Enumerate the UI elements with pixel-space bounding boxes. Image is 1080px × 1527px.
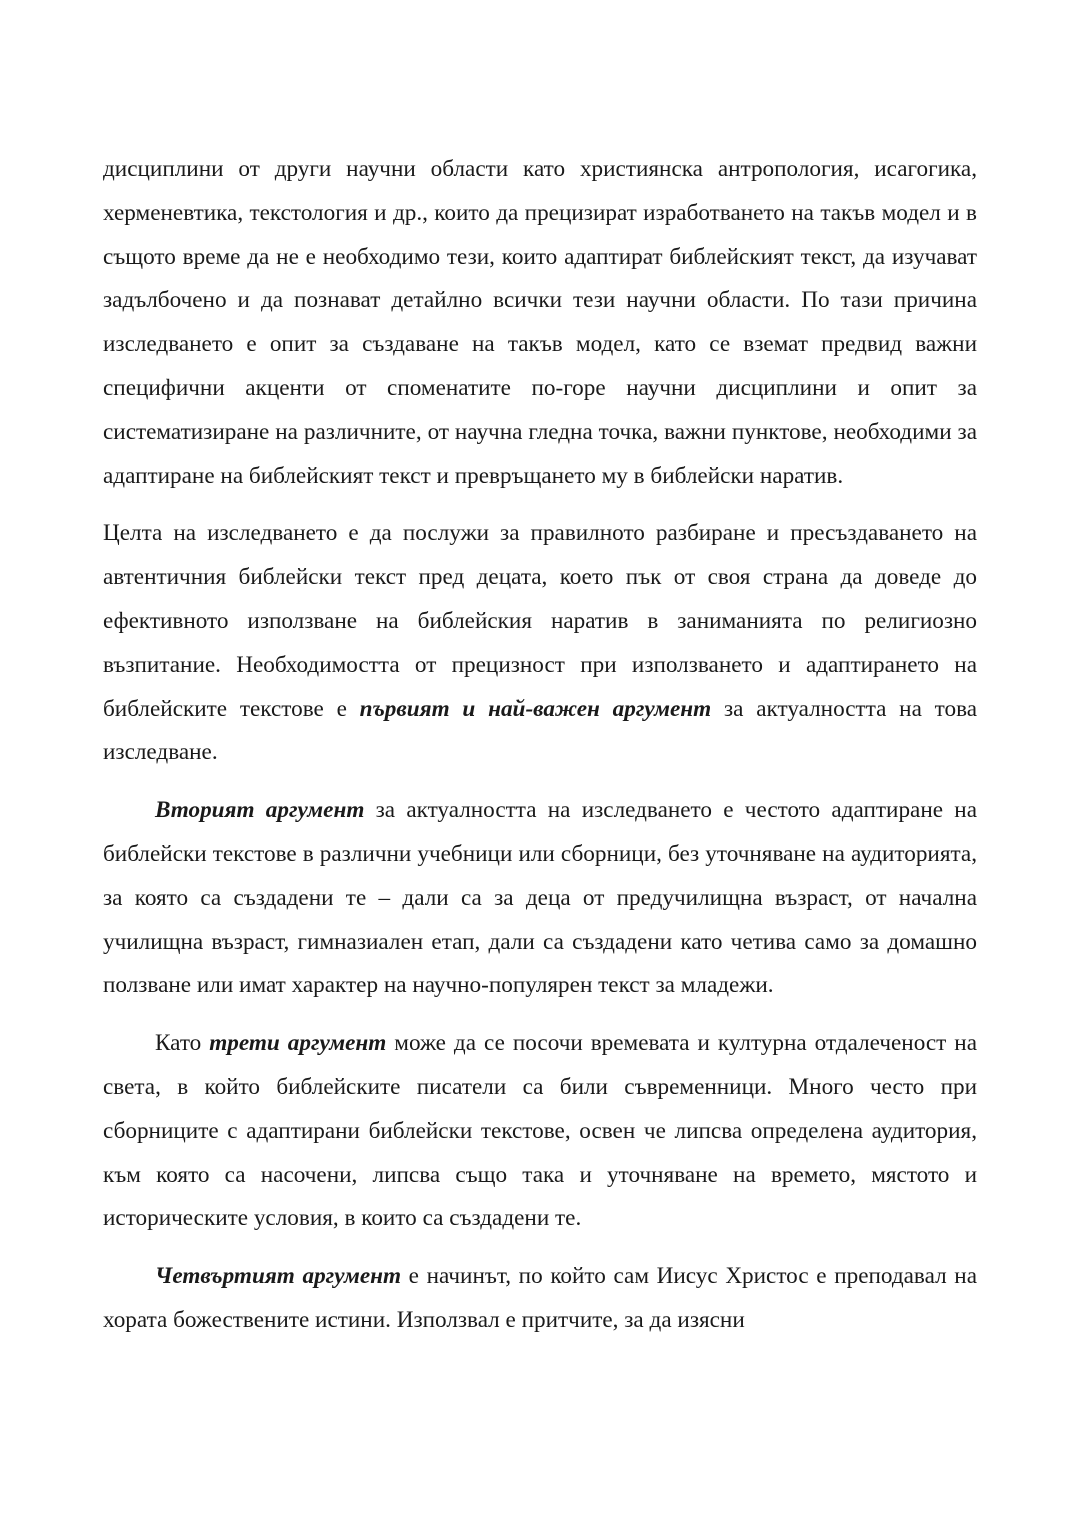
paragraph-4-text-end: може да се посочи времевата и културна отдалеченост на света, в който библейските писатели са били съвременници. Много често при сборниците с адаптирани библейски текстове, освен че липсва определена аудитория, към която са насочени, липсва също така и уточняване на времето, мястото и историческите условия, в които са създадени те. <box>103 1030 977 1232</box>
paragraph-4 <box>103 1022 977 1241</box>
paragraph-3 <box>103 789 977 1008</box>
paragraph-3-text: за актуалността на изследването е честото адаптиране на библейски текстове в различни учебници или сборници, без уточняване на аудиторията, за която са създадени те – дали са за деца от предучилищна възраст, от начална училищна възраст, гимназиален етап, дали са създадени като четива само за домашно ползване или имат характер на научно-популярен текст за младежи. <box>103 797 977 999</box>
paragraph-5-text: е начинът, по който сам Иисус Христос е преподавал на хората божествените истини. Използвал е притчите, за да изясни <box>103 1263 977 1333</box>
paragraph-1 <box>103 148 977 498</box>
third-argument-emphasis: трети аргумент <box>209 1030 387 1057</box>
second-argument-emphasis: Вторият аргумент <box>155 797 365 824</box>
paragraph-4-text-start: Като <box>155 1030 210 1057</box>
document-page <box>103 148 977 1343</box>
paragraph-5 <box>103 1255 977 1343</box>
paragraph-1-text: дисциплини от други научни области като християнска антропология, исагогика, херменевтика, текстология и др., които да прецизират изработването на такъв модел и в същото време да не е необходимо тези, които адаптират библейският текст, да изучават задълбочено и да познават детайлно всички тези научни области. По тази причина изследването е опит за създаване на такъв модел, като се вземат предвид важни специфични акценти от споменатите по-горе научни дисциплини и опит за систематизиране на различните, от научна гледна точка, важни пунктове, необходими за адаптиране на библейският текст и превръщането му в библейски наратив. <box>103 156 977 489</box>
paragraph-2-text-end: за актуалността на това изследване. <box>103 695 978 766</box>
paragraph-2-text-start: Целта на изследването е да послужи за правилното разбиране и пресъздаването на автентичния библейски текст пред децата, което пък от своя страна да доведе до ефективното използване на библейския наратив в заниманията по религиозно възпитание. Необходимостта от прецизност при използването и адаптирането на библейските текстове е <box>103 520 977 722</box>
fourth-argument-emphasis: Четвъртият аргумент <box>155 1263 402 1290</box>
first-argument-emphasis: първият и най-важен аргумент <box>359 695 712 722</box>
paragraph-2 <box>103 512 977 775</box>
